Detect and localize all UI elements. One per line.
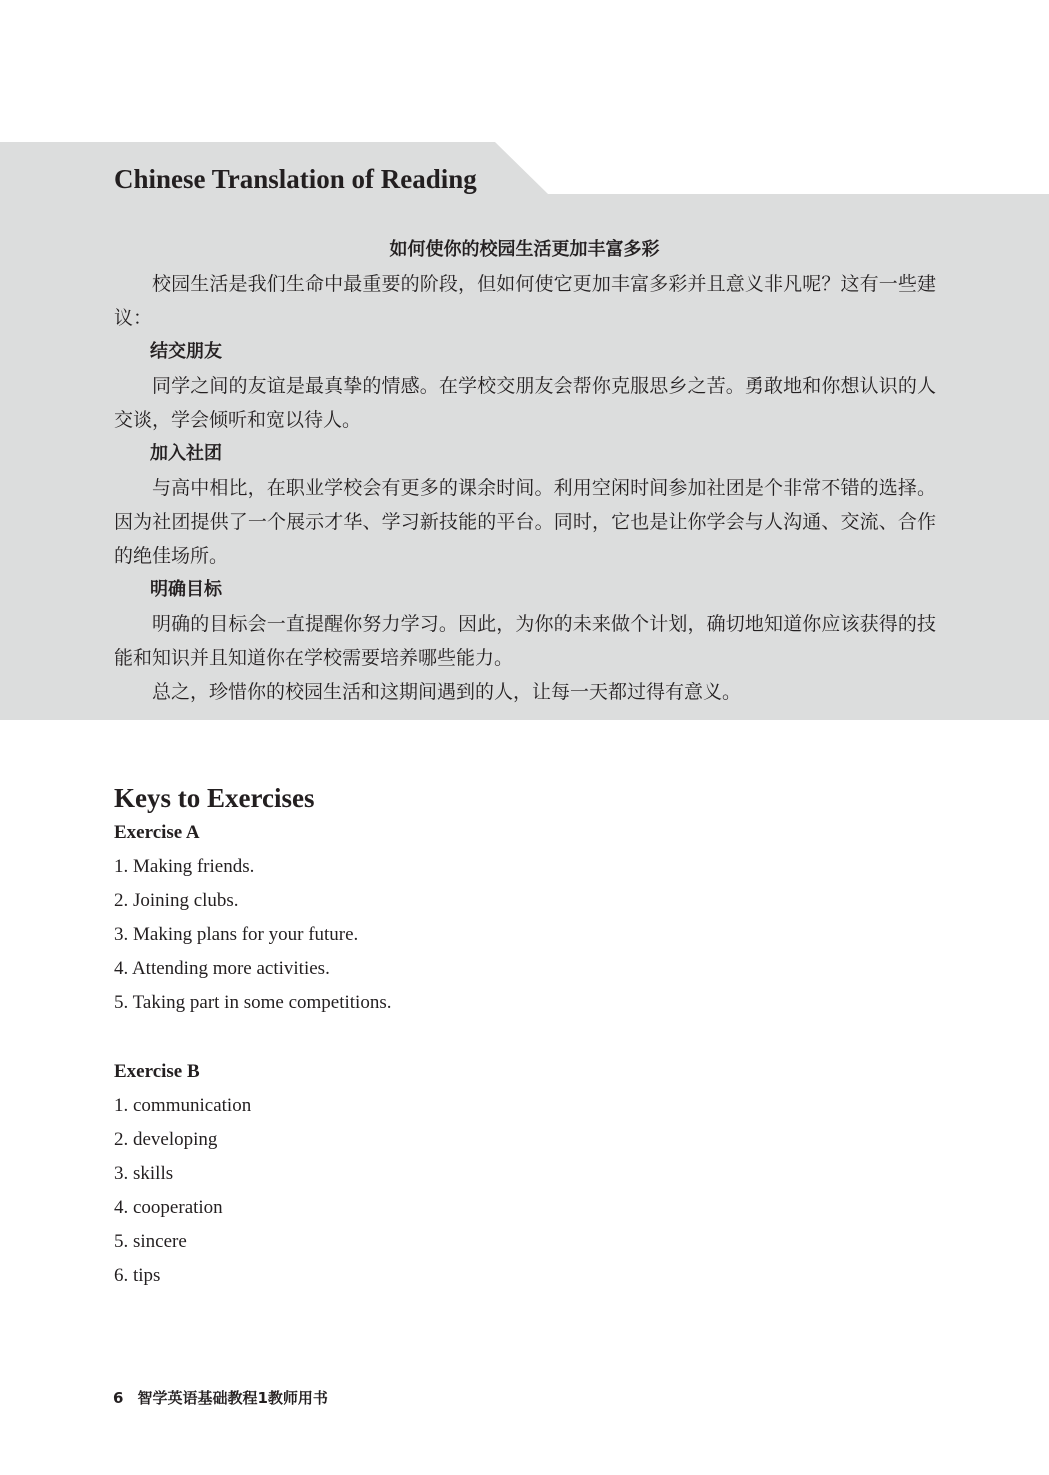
answer-item: 2. developing bbox=[114, 1129, 218, 1150]
page-number: 6 bbox=[113, 1389, 124, 1407]
translation-body bbox=[114, 267, 936, 709]
exercise-b-heading: Exercise B bbox=[114, 1061, 200, 1082]
answer-item: 1. Making friends. bbox=[114, 856, 255, 877]
answer-item: 3. Making plans for your future. bbox=[114, 924, 359, 945]
paragraph: 明确的目标会一直提醒你努力学习。因此，为你的未来做个计划，确切地知道你应该获得的技能和知识并且知道你在学校需要培养哪些能力。 bbox=[114, 613, 936, 669]
answer-item: 4. Attending more activities. bbox=[114, 958, 330, 979]
answer-item: 2. Joining clubs. bbox=[114, 890, 239, 911]
subheading: 加入社团 bbox=[150, 443, 222, 464]
subheading: 结交朋友 bbox=[150, 341, 222, 362]
book-title: 智学英语基础教程1教师用书 bbox=[137, 1389, 328, 1407]
answer-item: 4. cooperation bbox=[114, 1197, 223, 1218]
translation-heading: 如何使你的校园生活更加丰富多彩 bbox=[389, 239, 660, 260]
paragraph: 校园生活是我们生命中最重要的阶段，但如何使它更加丰富多彩并且意义非凡呢？这有一些建议： bbox=[114, 273, 936, 329]
keys-section-title: Keys to Exercises bbox=[114, 783, 315, 813]
exercise-a-heading: Exercise A bbox=[114, 822, 200, 843]
answer-item: 5. sincere bbox=[114, 1231, 187, 1252]
translation-section-title: Chinese Translation of Reading bbox=[114, 164, 477, 194]
exercise-a-list bbox=[114, 850, 391, 1020]
answer-item: 6. tips bbox=[114, 1265, 161, 1286]
subheading: 明确目标 bbox=[150, 579, 222, 600]
paragraph: 与高中相比，在职业学校会有更多的课余时间。利用空闲时间参加社团是个非常不错的选择。因为社团提供了一个展示才华、学习新技能的平台。同时，它也是让你学会与人沟通、交流、合作的绝佳场所。 bbox=[114, 477, 936, 567]
exercise-b-list bbox=[114, 1089, 251, 1293]
answer-item: 1. communication bbox=[114, 1095, 252, 1116]
answer-item: 3. skills bbox=[114, 1163, 174, 1184]
paragraph: 总之，珍惜你的校园生活和这期间遇到的人，让每一天都过得有意义。 bbox=[152, 681, 742, 703]
paragraph: 同学之间的友谊是最真挚的情感。在学校交朋友会帮你克服思乡之苦。勇敢地和你想认识的人交谈，学会倾听和宽以待人。 bbox=[114, 375, 936, 431]
answer-item: 5. Taking part in some competitions. bbox=[114, 992, 392, 1013]
page-footer bbox=[113, 1388, 328, 1408]
